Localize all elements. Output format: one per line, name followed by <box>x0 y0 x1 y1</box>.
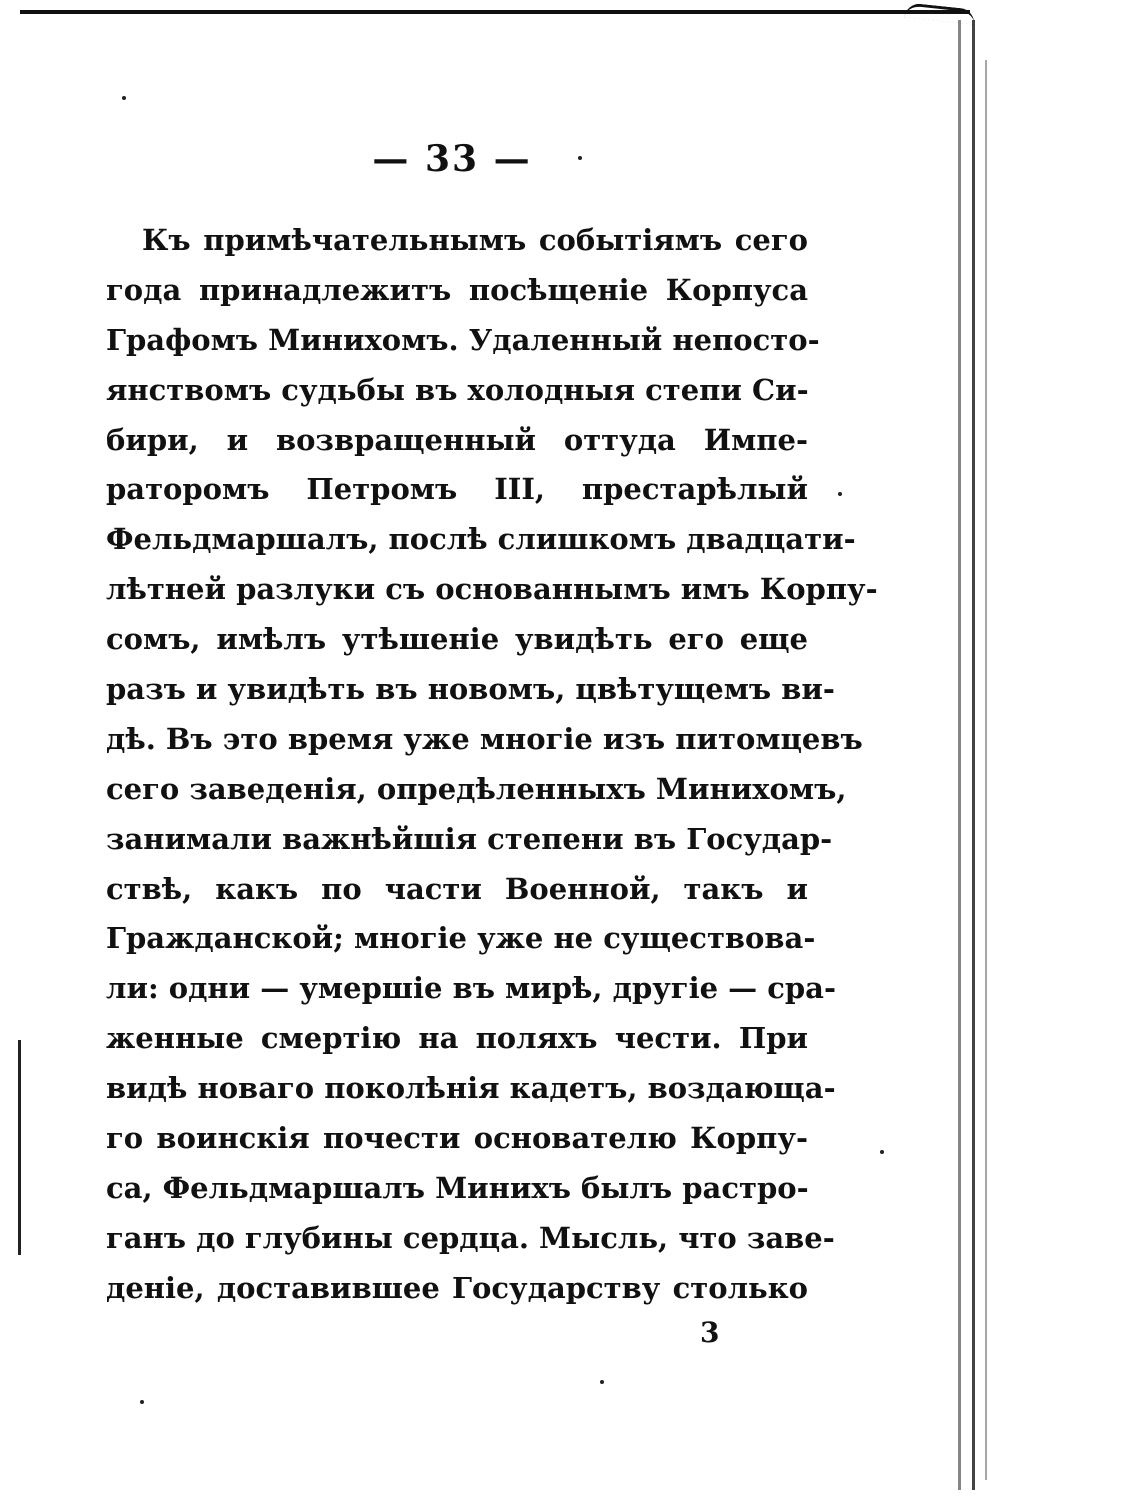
text-line: Гражданской; многіе уже не существова- <box>106 921 816 956</box>
body-text <box>106 216 878 1314</box>
left-margin-mark <box>18 1040 21 1255</box>
text-line: лѣтней разлуки съ основаннымъ имъ Корпу- <box>106 572 878 607</box>
text-line: Графомъ Минихомъ. Удаленный непосто- <box>106 322 820 357</box>
text-line: сего заведенія, опредѣленныхъ Минихомъ, <box>106 771 847 806</box>
text-line: года принадлежитъ посѣщеніе Корпуса <box>106 272 808 307</box>
page-binding-edge <box>958 20 961 1490</box>
text-line: деніе, доставившее Государству столько <box>106 1270 808 1305</box>
text-line: янствомъ судьбы въ холодныя степи Си- <box>106 372 809 407</box>
signature-mark: 3 <box>700 1316 720 1349</box>
scan-speck <box>122 96 126 100</box>
text-line: дѣ. Въ это время уже многіе изъ питомцевъ <box>106 721 863 756</box>
scan-speck <box>838 492 842 496</box>
top-page-edge <box>20 10 970 14</box>
page-binding-edge <box>972 20 975 1490</box>
text-line: ганъ до глубины сердца. Мысль, что заве- <box>106 1220 835 1255</box>
text-line: Къ примѣчательнымъ событіямъ сего <box>142 223 808 257</box>
scan-speck <box>140 1400 144 1404</box>
scan-speck <box>600 1380 604 1384</box>
text-line: раторомъ Петромъ III, престарѣлый <box>106 472 808 507</box>
text-line: ствѣ, какъ по части Военной, такъ и <box>106 871 808 906</box>
text-line: разъ и увидѣть въ новомъ, цвѣтущемъ ви- <box>106 672 835 707</box>
text-line: ли: одни — умершіе въ мирѣ, другіе — сра- <box>106 971 836 1006</box>
page-binding-edge <box>985 60 987 1480</box>
scan-speck <box>880 1150 884 1154</box>
text-line: Фельдмаршалъ, послѣ слишкомъ двадцати- <box>106 522 856 557</box>
text-line: го воинскія почести основателю Корпу- <box>106 1121 808 1156</box>
scan-speck <box>578 156 582 160</box>
text-line: сомъ, имѣлъ утѣшеніе увидѣть его еще <box>106 622 808 657</box>
text-line: женные смертію на поляхъ чести. При <box>106 1021 808 1056</box>
page-corner-curl <box>904 2 975 24</box>
text-line: са, Фельдмаршалъ Минихъ былъ растро- <box>106 1170 809 1205</box>
text-line: бири, и возвращенный оттуда Импе- <box>106 422 808 457</box>
text-line: видѣ новаго поколѣнія кадетъ, воздающа- <box>106 1071 836 1106</box>
page-number-header: — 33 — <box>372 138 532 180</box>
text-line: занимали важнѣйшія степени въ Государ- <box>106 821 833 856</box>
